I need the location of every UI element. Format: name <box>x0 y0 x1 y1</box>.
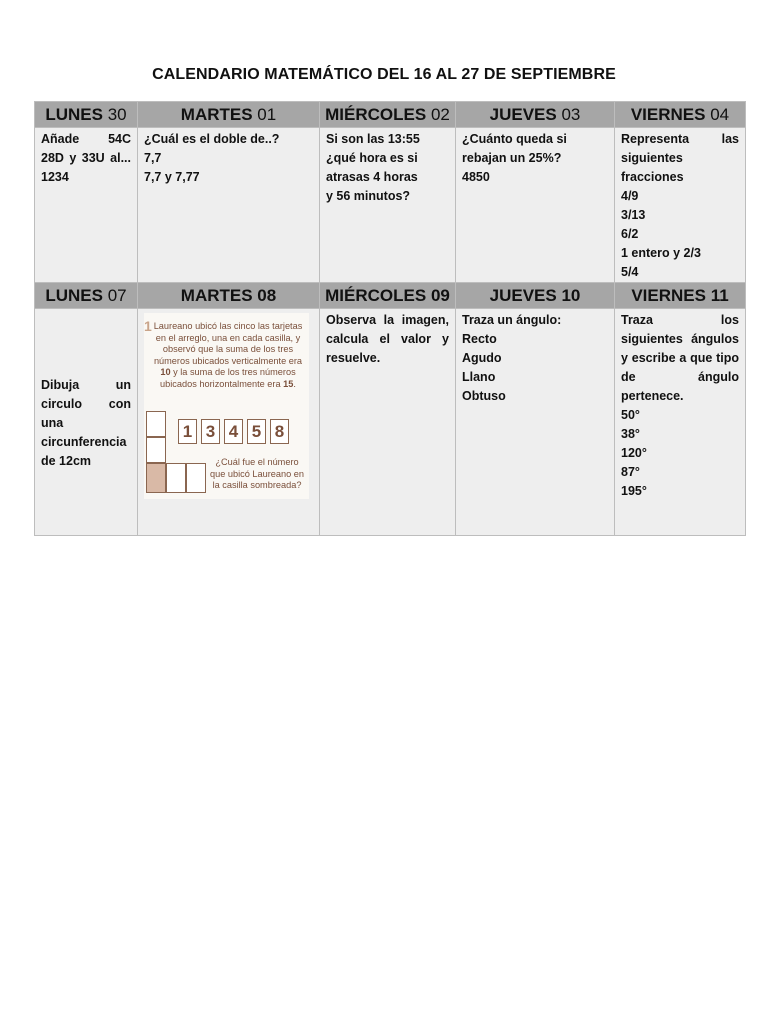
digit-cards <box>178 419 289 444</box>
week1-header-row <box>35 102 746 128</box>
header-viernes: VIERNES 04 <box>615 102 746 128</box>
header-miercoles: MIÉRCOLES 09 <box>320 283 456 309</box>
cell-viernes-11: Traza los siguientes ángulos y escribe a que tipo de ángulo pertenece. 50° 38° 120° 87° 195° <box>615 309 746 536</box>
week1-body-row <box>35 128 746 283</box>
header-miercoles: MIÉRCOLES 02 <box>320 102 456 128</box>
header-martes: MARTES 08 <box>138 283 320 309</box>
header-jueves: JUEVES 03 <box>456 102 615 128</box>
puzzle-statement: Laureano ubicó las cinco las tarjetas en el arreglo, una en cada casilla, y observó que la suma de los tres números ubicados verticalmente era 10 y la suma de los tres números ubicados horizontalmente era 15. <box>153 321 303 389</box>
digit-card: 5 <box>247 419 266 444</box>
calendar-table <box>34 101 746 536</box>
week2-header-row <box>35 283 746 309</box>
puzzle-question: ¿Cuál fue el número que ubicó Laureano en la casilla sombreada? <box>210 457 304 490</box>
cell-jueves-03: ¿Cuánto queda si rebajan un 25%? 4850 <box>456 128 615 283</box>
header-viernes: VIERNES 11 <box>615 283 746 309</box>
cell-jueves-10: Traza un ángulo: Recto Agudo Llano Obtuso <box>456 309 615 536</box>
cell-viernes-04: Representa las siguientes fracciones 4/9 3/13 6/2 1 entero y 2/3 5/4 <box>615 128 746 283</box>
puzzle-image <box>144 313 309 499</box>
digit-card: 8 <box>270 419 289 444</box>
digit-card: 4 <box>224 419 243 444</box>
grid-cell <box>166 463 186 493</box>
cell-miercoles-02: Si son las 13:55 ¿qué hora es si atrasas 4 horas y 56 minutos? <box>320 128 456 283</box>
cell-martes-01: ¿Cuál es el doble de..? 7,7 7,7 y 7,77 <box>138 128 320 283</box>
grid-cell <box>146 411 166 437</box>
cell-lunes-30: Añade 54C 28D y 33U al... 1234 <box>35 128 138 283</box>
header-lunes: LUNES 07 <box>35 283 138 309</box>
header-lunes: LUNES 30 <box>35 102 138 128</box>
grid-cell-shaded <box>146 463 166 493</box>
week2-body-row <box>35 309 746 536</box>
grid-cell <box>146 437 166 463</box>
digit-card: 3 <box>201 419 220 444</box>
puzzle-number: 1 <box>144 318 152 334</box>
grid-cell <box>186 463 206 493</box>
cell-lunes-07: Dibuja un circulo con una circunferencia de 12cm <box>35 309 138 536</box>
digit-card: 1 <box>178 419 197 444</box>
page-title: CALENDARIO MATEMÁTICO DEL 16 AL 27 DE SEPTIEMBRE <box>152 66 616 83</box>
cell-miercoles-09: Observa la imagen, calcula el valor y resuelve. <box>320 309 456 536</box>
header-jueves: JUEVES 10 <box>456 283 615 309</box>
header-martes: MARTES 01 <box>138 102 320 128</box>
cell-martes-08 <box>138 309 320 536</box>
